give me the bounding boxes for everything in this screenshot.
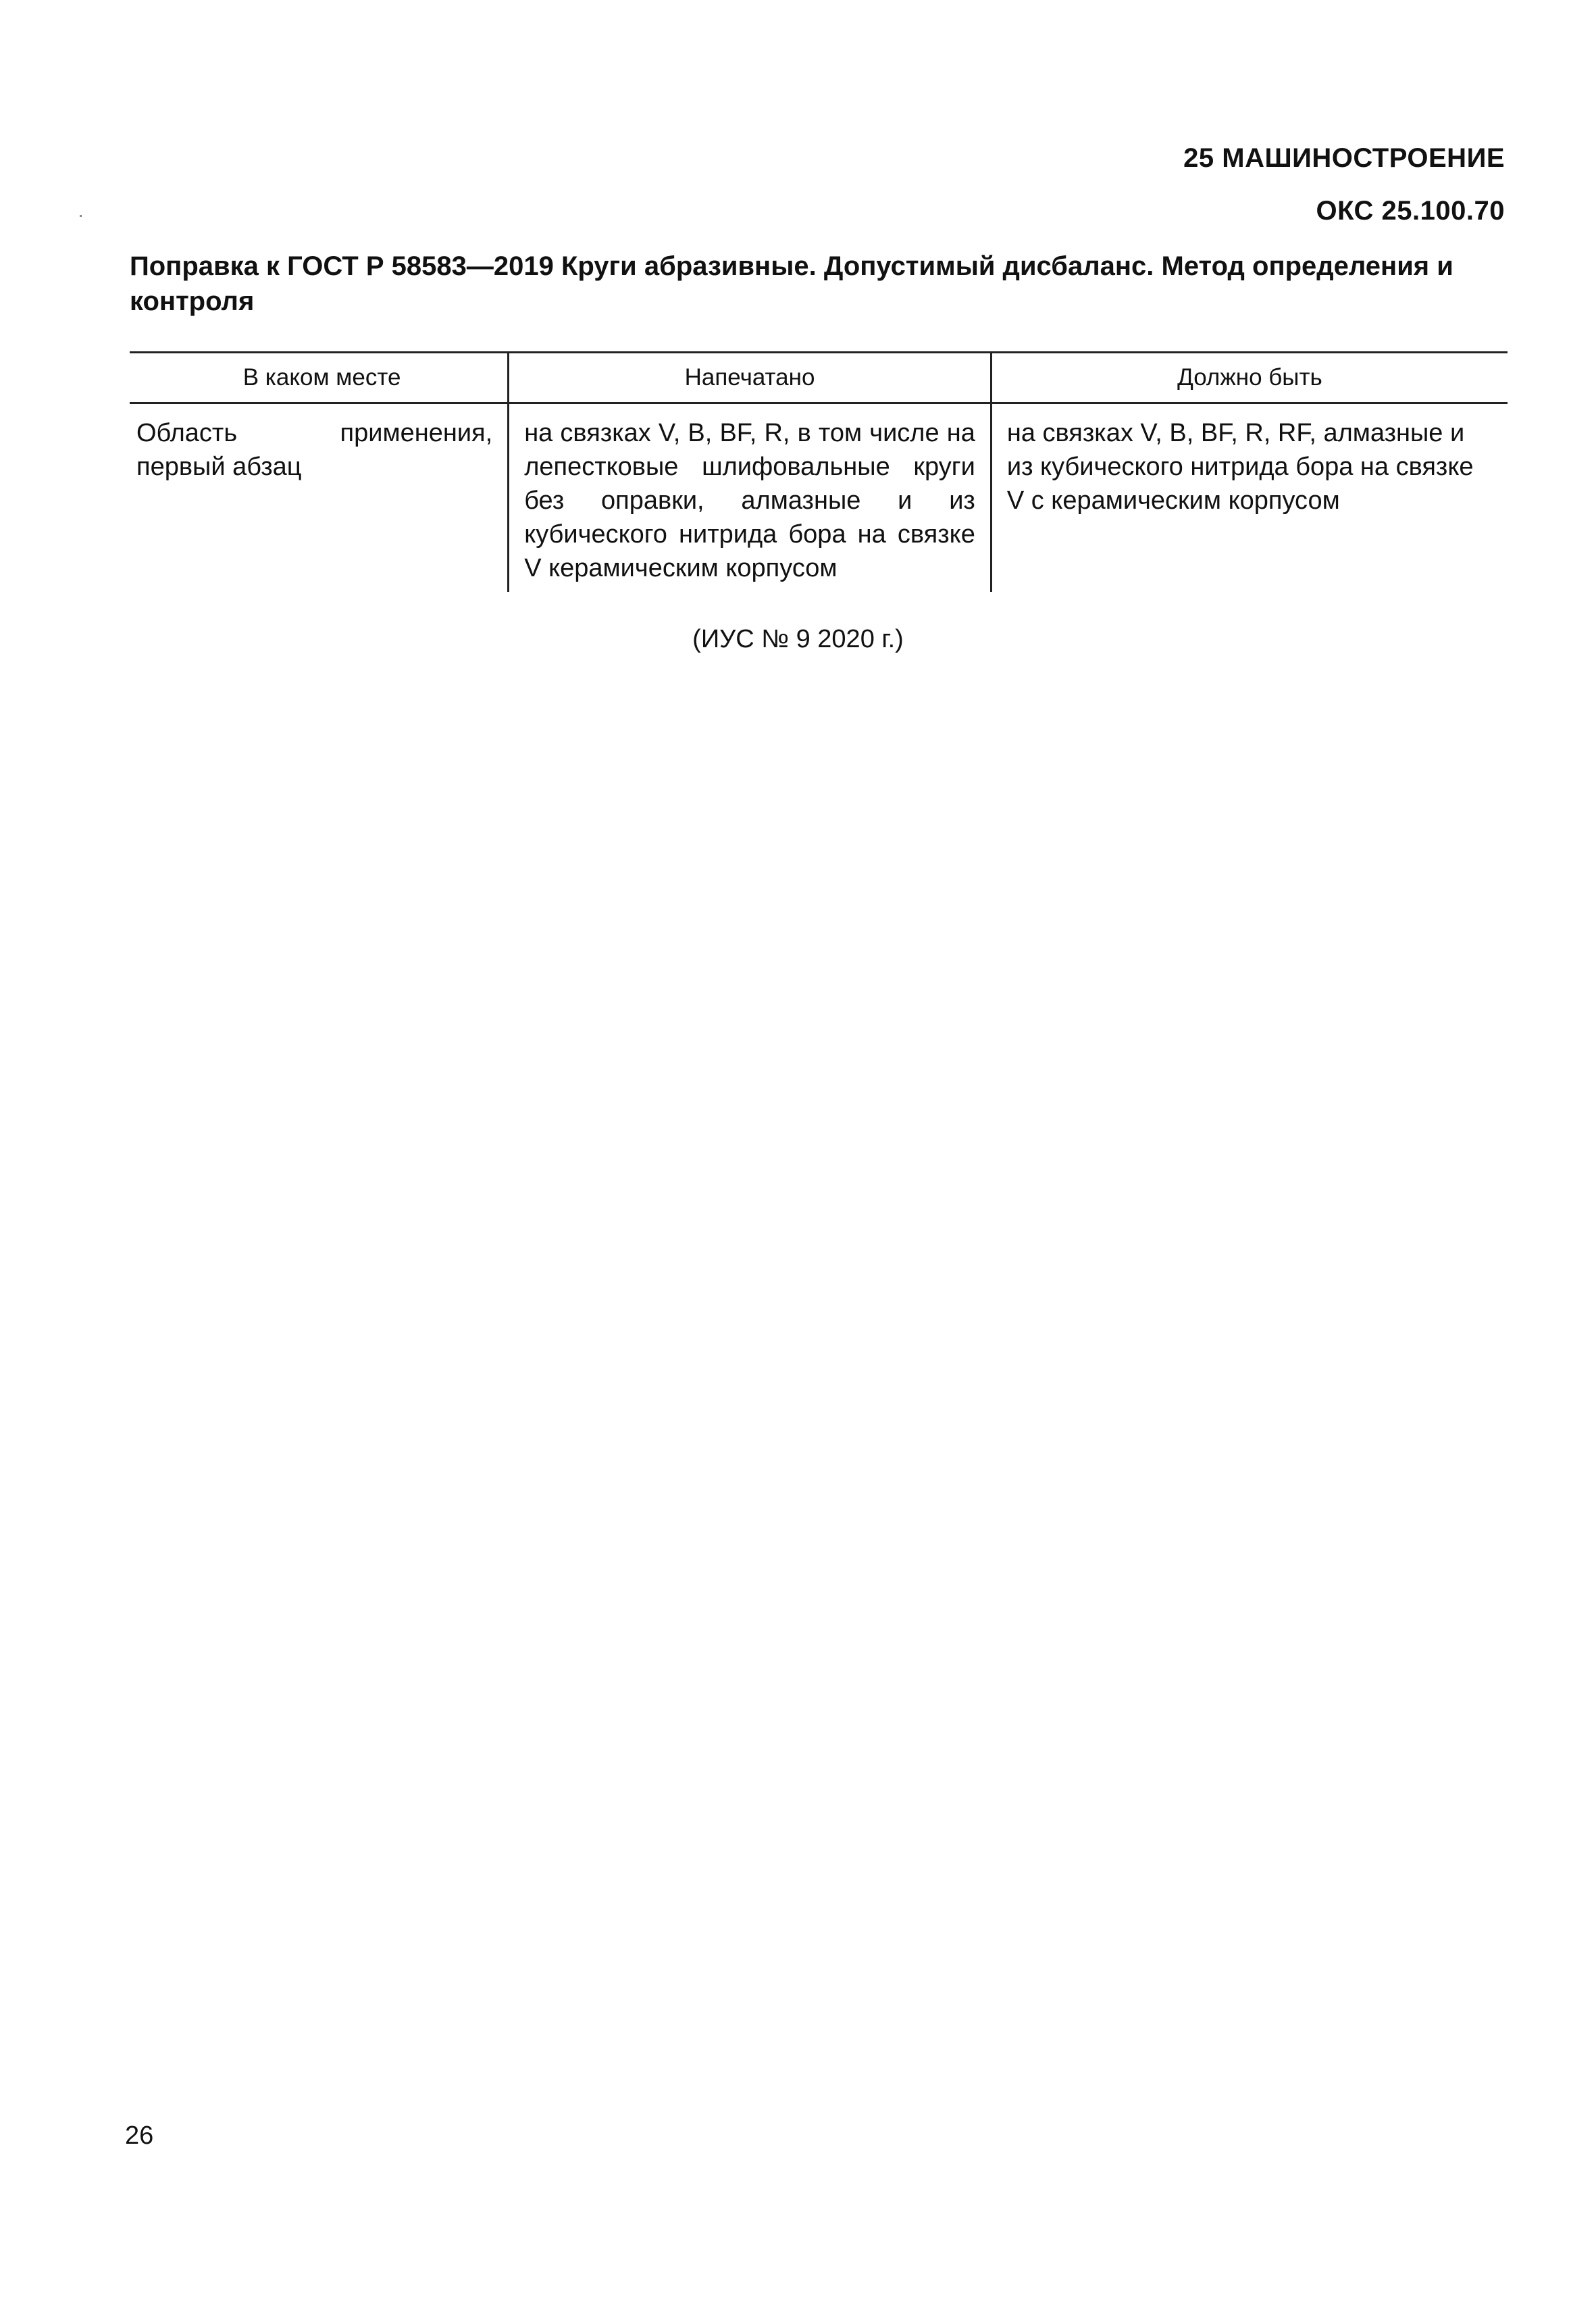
scan-artifact <box>80 215 82 217</box>
document-title: Поправка к ГОСТ Р 58583—2019 Круги абразивные. Допустимый дисбаланс. Метод определения и контроля <box>130 251 1453 316</box>
page-number: 26 <box>125 2121 154 2150</box>
table-header-row <box>130 353 1508 403</box>
cell-place: Область применения, первый абзац <box>136 419 493 481</box>
column-header-printed: Напечатано <box>509 353 992 403</box>
section-header: 25 МАШИНОСТРОЕНИЕ <box>1183 143 1505 173</box>
oks-code: ОКС 25.100.70 <box>1316 196 1505 226</box>
column-header-place: В каком месте <box>130 353 509 403</box>
cell-printed: на связках V, B, BF, R, в том числе на лепестковые шлифовальные круги без оправки, алмазные и из кубического нитрида бора на связке V керамическим корпусом <box>509 403 992 593</box>
correction-table <box>130 351 1508 592</box>
cell-should-be: на связках V, B, BF, R, RF, алмазные и из кубического нитрида бора на связке V с керамическим корпусом <box>991 403 1508 593</box>
column-header-should-be: Должно быть <box>991 353 1508 403</box>
source-reference: (ИУС № 9 2020 г.) <box>692 625 904 653</box>
table-row <box>130 403 1508 593</box>
